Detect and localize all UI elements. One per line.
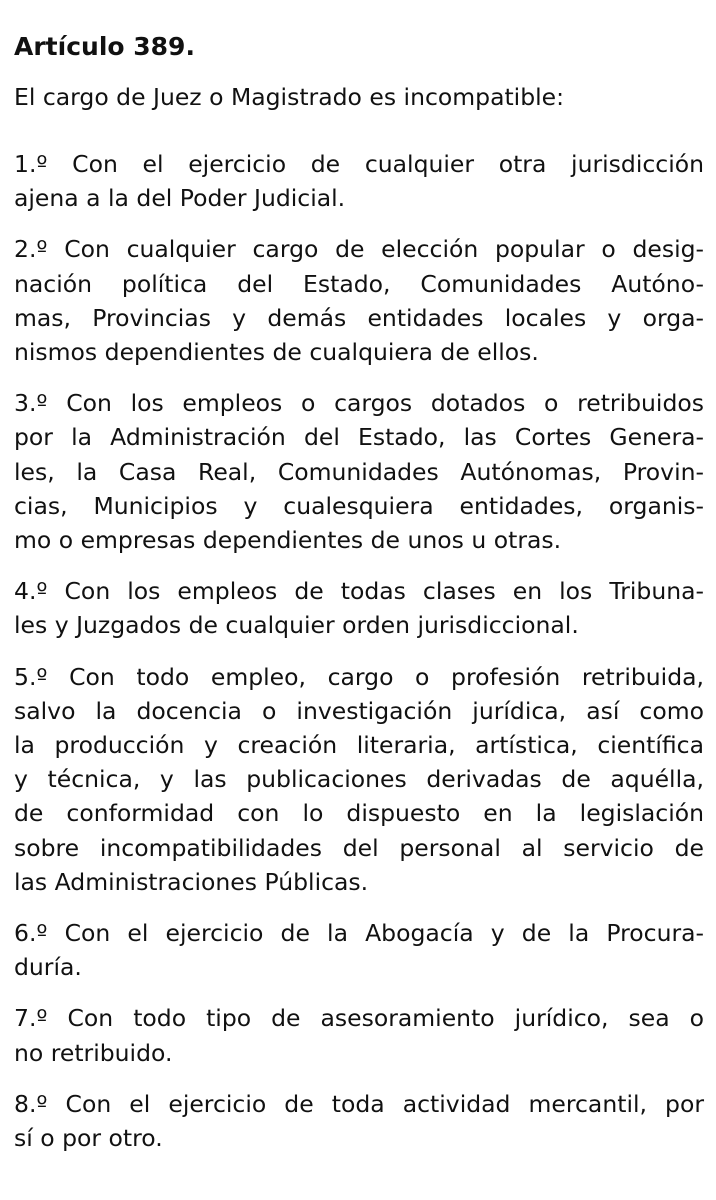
- item-line: ajena a la del Poder Judicial.: [14, 184, 346, 213]
- article-page: [14, 30, 704, 1172]
- line-rest: investigación jurídica, así como: [276, 696, 704, 725]
- item-line: por la Administración del Estado, las Cortes Genera-: [14, 423, 704, 452]
- article-items: [14, 147, 704, 1155]
- highlighted-text: salvo la docencia o: [14, 696, 277, 725]
- item-line: sí o por otro.: [14, 1124, 163, 1153]
- item-line: las Administraciones Públicas.: [14, 867, 369, 896]
- article-title: Artículo 389.: [14, 32, 195, 61]
- item-line: 6.º Con el ejercicio de la Abogacía y de la Procura-: [14, 919, 704, 948]
- item-line: 1.º Con el ejercicio de cualquier otra jurisdicción: [14, 150, 704, 178]
- item-line: sobre incompatibilidades del personal al servicio de: [14, 833, 704, 862]
- item-line: 7.º Con todo tipo de asesoramiento jurídico, sea o: [14, 1004, 704, 1033]
- item-line: 4.º Con los empleos de todas clases en los Tribuna-: [14, 577, 704, 606]
- article-item-1: [14, 147, 704, 215]
- item-line: 3.º Con los empleos o cargos dotados o retribuidos: [14, 389, 704, 418]
- item-line: nación política del Estado, Comunidades Autóno-: [14, 269, 704, 298]
- item-line: [14, 694, 704, 728]
- item-line: mas, Provincias y demás entidades locales y orga-: [14, 303, 704, 332]
- article-item-4: [14, 574, 704, 642]
- item-line: mo o empresas dependientes de unos u otras.: [14, 526, 562, 555]
- article-item-7: [14, 1001, 704, 1069]
- item-line: 5.º Con todo empleo, cargo o profesión retribuida,: [14, 662, 704, 691]
- article-item-8: [14, 1087, 704, 1155]
- item-line: no retribuido.: [14, 1038, 173, 1067]
- article-item-2: [14, 232, 704, 369]
- item-line: 8.º Con el ejercicio de toda actividad mercantil, por: [14, 1089, 704, 1118]
- article-intro: El cargo de Juez o Magistrado es incompatible:: [14, 83, 565, 111]
- item-line: y técnica, y las publicaciones derivadas de aquélla,: [14, 765, 704, 794]
- item-line: 2.º Con cualquier cargo de elección popular o desig-: [14, 235, 704, 264]
- article-item-6: [14, 916, 704, 984]
- item-line: les y Juzgados de cualquier orden jurisdiccional.: [14, 611, 579, 640]
- item-line: la producción y creación literaria, artística, científica: [14, 731, 704, 760]
- item-line: de conformidad con lo dispuesto en la legislación: [14, 799, 704, 828]
- item-line: duría.: [14, 953, 82, 982]
- item-line: cias, Municipios y cualesquiera entidades, organis-: [14, 491, 704, 520]
- item-line: les, la Casa Real, Comunidades Autónomas, Provin-: [14, 457, 704, 486]
- article-item-5: [14, 660, 704, 899]
- item-line: nismos dependientes de cualquiera de ellos.: [14, 338, 539, 367]
- article-item-3: [14, 386, 704, 557]
